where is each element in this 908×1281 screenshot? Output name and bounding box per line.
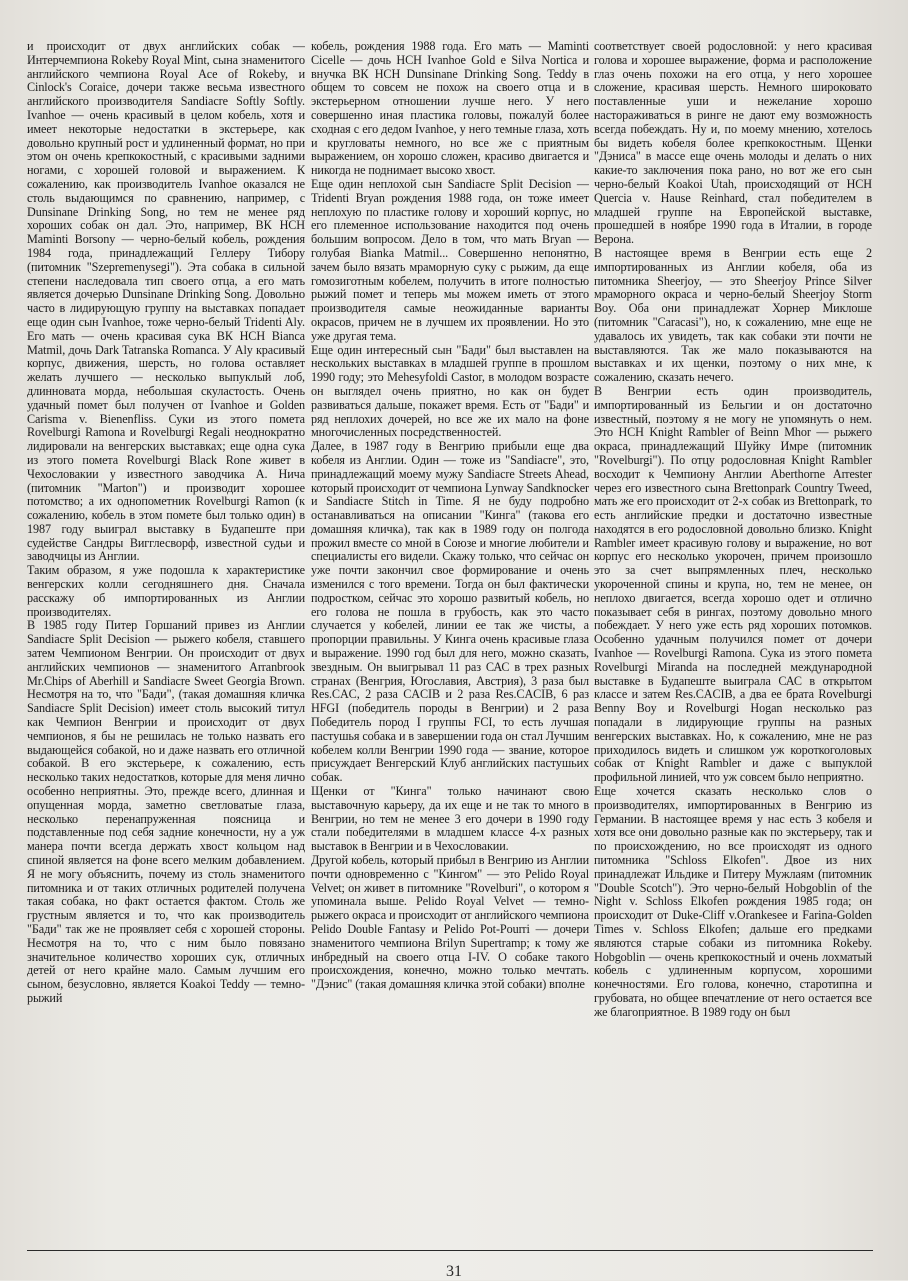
article-paragraph: Другой кобель, который прибыл в Венгрию из Англии почти одновременно с "Кингом" — это Pelido Royal Velvet; он живет в питомнике "Rovelburi", о котором я упоминала выше. Pelido Royal Velvet — темно-рыжего окраса и происходит от английского чемпиона Pelido Double Fantasy и Pelido Pot-Pourri — дочери знаменитого чемпиона Brilyn Supertramp; к тому же инбредный на своего отца I-IV. О собаке такого происхождения, конечно, можно только мечтать. "Дэнис" (такая домашняя кличка этой собаки) вполне: [311, 853, 589, 992]
text-column-middle: [311, 40, 589, 1236]
text-column-right: [594, 40, 872, 1236]
article-paragraph: Еще хочется сказать несколько слов о производителях, импортированных в Венгрию из Германии. В настоящее время у нас есть 3 кобеля и хотя все они довольно разные как по экстерьеру, так и по происхождению, но все происходят из одного питомника "Schloss Elkofen". Двое из них принадлежат Ильдике и Питеру Мужлаям (питомник "Double Scotch"). Это черно-белый Hobgoblin of the Night v. Schloss Elkofen рождения 1985 года; он происходит от Duke-Cliff v.Orankesee и Farina-Golden Times v. Schloss Elkofen; дальше его предками являются старые собаки из питомника Rokeby. Hobgoblin — очень крепкокостный и очень лохматый кобель с удлиненным корпусом, хорошими конечностями. Его голова, конечно, старотипна и грубовата, но общее впечатление от него остается все же благоприятное. В 1989 году он был: [594, 784, 872, 1019]
article-paragraph: Еще один неплохой сын Sandiacre Split Decision — Tridenti Bryan рождения 1988 года, он тоже имеет неплохую по пластике голову и хороший корпус, но его племенное использование находится под очень большим вопросом. Дело в том, что мать Bryan — голубая Bianka Matmil... Совершенно непонятно, зачем было вязать мраморную суку с рыжим, да еще гомозиготным кобелем, получить в итоге полностью рыжий помет и теперь мы можем иметь от этого производителя самые неожиданные варианты окрасов, причем не в лучшем их проявлении. Но это уже другая тема.: [311, 176, 589, 343]
article-paragraph: Далее, в 1987 году в Венгрию прибыли еще два кобеля из Англии. Один — тоже из "Sandiacre", это, принадлежащий моему мужу Sandiacre Streets Ahead, который происходит от чемпиона Lynway Sandknocker и Sandiacre Stitch in Time. Я не буду подробно останавливаться на описании "Кинга" (такова его домашняя кличка), так как в 1989 году он полгода прожил вместе со мной в Союзе и многие любители и специалисты его видели. Скажу только, что сейчас он уже почти закончил свое формирование и очень изменился с того времени. Тогда он был фактически подростком, сейчас это хорошо развитый кобель, но его голова не пошла в грубость, как это часто случается у кобелей, линии ее так же чисты, а пропорции правильны. У Кинга очень красивые глаза и выражение. 1990 год был для него, можно сказать, звездным. Он выигрывал 11 раз САС в трех разных странах (Венгрия, Югославия, Австрия), 3 раза был Res.CAC, 2 раза CACIB и 2 раза Res.CACIB, 6 раз HFGI (победитель породы в Венгрии) и 2 раза Победитель пород I группы FCI, то есть лучшая пастушья собака и в завершении года он стал Лучшим кобелем колли Венгрии 1990 года — звание, которое присуждает Венгерский Клуб английских пастушьих собак.: [311, 439, 589, 785]
article-paragraph: кобель, рождения 1988 года. Его мать — Maminti Cicelle — дочь НСН Ivanhoe Gold e Silva Nortica и внучка ВК НСН Dunsinane Drinking Song. Teddy в общем то совсем не похож на своего отца и в экстерьерном отношении лучше него. У него совершенно иная пластика головы, пожалуй более сходная с его дедом Ivanhoe, у него темные глаза, хоть и кругловаты немного, но все же с приятным выражением, он хорошо сложен, красиво двигается и никогда не поднимает высоко хвост.: [311, 40, 589, 178]
article-paragraph: Щенки от "Кинга" только начинают свою выставочную карьеру, да их еще и не так то много в Венгрии, но тем не менее 3 его дочери в 1990 году стали победителями в младшем классе 4-х разных выставок в Венгрии и в Чехословакии.: [311, 784, 589, 854]
footer-rule: [27, 1250, 873, 1251]
article-paragraph: В 1985 году Питер Горшаний привез из Англии Sandiacre Split Decision — рыжего кобеля, ставшего затем Чемпионом Венгрии. Он происходит от двух английских чемпионов — знаменитого Arranbrook Mr.Chips of Aberhill и Sandiacre Sweet Georgia Brown. Несмотря на то, что "Бади", (такая домашняя кличка Sandiacre Split Decision) имеет столь высокий титул как Чемпион Венгрии и происходит от двух чемпионов, я бы не решилась не только назвать его выдающейся собакой, но и даже назвать его отличной собакой. В его экстерьере, к сожалению, есть несколько таких недостатков, которые для меня лично особенно неприятны. Это, прежде всего, длинная и опущенная морда, заметно светловатые глаза, несколько перенапруженная поясница и подставленные под себя задние конечности, ну а уж манера почти всегда держать хвост кольцом над спиной является на фоне всего мелким добавлением. Я не могу объяснить, почему из столь знаменитого питомника и от таких отличных родителей получена такая собака, но факт остается фактом. Столь же грустным является и то, что как производитель "Бади" так же не проявляет себя с хорошей стороны. Несмотря на то, что с ним было повязано значительное количество хороших сук, отличных детей от него крайне мало. Самым лучшим его сыном, безусловно, является Koakoi Teddy — темно-рыжий: [27, 618, 305, 1005]
article-paragraph: В Венгрии есть один производитель, импортированный из Бельгии и он достаточно известный, поэтому я не могу не упомянуть о нем. Это НСН Knight Rambler of Beinn Mhor — рыжего окраса, принадлежащий Шуйку Имре (питомник "Rovelburgi"). По отцу родословная Knight Rambler восходит к Чемпиону Англии Aberthorne Arrester через его известного сына Brettonpark Country Tweed, мать же его происходит от 2-х собак из Brettonpark, то есть английские предки и достаточно известные находятся в его родословной довольно близко. Knight Rambler имеет красивую голову и выражение, но вот корпус его несколько укорочен, причем произошло это за счет выпрямленных плеч, несколько укороченной спины и крупа, но, тем не менее, он неплохо двигается, всегда хорошо одет и отлично показывает себя в рингах, поэтому довольно много побеждает. У него уже есть ряд хороших потомков. Особенно удачным получился помет от дочери Ivanhoe — Rovelburgi Ramona. Сука из этого помета Rovelburgi Miranda на последней международной выставке в Будапеште выиграла САС в открытом классе и затем Res.CACIB, а два ее брата Rovelburgi Benny Boy и Rovelburgi Hogan несколько раз попадали в лидирующие группы на разных венгерских выставках. Но, к сожалению, мне не раз приходилось видеть и слишком уж короткоголовых собак от Knight Rambler и даже с выпуклой профильной линией, что уж совсем было неприятно.: [594, 383, 872, 785]
article-paragraph: и происходит от двух английских собак — Интерчемпиона Rokeby Royal Mint, сына знаменитого английского чемпиона Royal Ace of Rokeby, и Cinlock's Coraice, дочери также весьма известного английского производителя Sandiacre Softly Softly. Ivanhoe — очень красивый в целом кобель, хотя и имеет некоторые недостатки в экстерьере, как довольно крупный рост и удлиненный формат, но при этом он очень крепкокостный, с красивыми задними ногами, с хорошей головой и выражением. К сожалению, как производитель Ivanhoe оказался не столь выдающимся по сравнению, например, с Dunsinane Drinking Song, но тем не менее ряд хороших собак он дал. Это, например, ВК НСН Maminti Borsony — черно-белый кобель, рождения 1984 года, принадлежащий Геллеру Тибору (питомник "Szepremenysegi"). Эта собака в сильной степени наследовала тип своего отца, а его мать является дочерью Dunsinane Drinking Song. Довольно часто в лидирующую группу на выставках попадает еще один сын Ivanhoe, тоже черно-белый Tridenti Aly. Его мать — очень красивая сука ВК НСН Bianca Matmil, дочь Dark Tatranska Romanca. У Aly красивый корпус, движения, шерсть, но голова оставляет желать лучшего — несколько выпуклый лоб, длинновата морда, небольшая скуластость. Очень удачный помет был получен от Ivanhoe и Golden Carisma v. Bienenfliss. Суки из этого помета Rovelburgi Ramona и Rovelburgi Regali неоднократно лидировали на венгерских выставках; еще одна сука из этого помета Rovelburgi Black Rone живет в Чехословакии у известного заводчика А. Нича (питомник "Marton") и производит хорошее потомство; а их однопометник Rovelburgi Ramon (к сожалению, кобель в этом помете был только один) в 1987 году выиграл выставку в Будапеште при судействе Сандры Вигглесворф, известной судьи и заводчицы из Англии.: [27, 40, 305, 564]
text-column-left: [27, 40, 305, 1236]
article-paragraph: Еще один интересный сын "Бади" был выставлен на нескольких выставках в младшей группе в прошлом 1990 году; это Mehesyfoldi Castor, в молодом возрасте он выглядел очень приятно, но как он будет развиваться дальше, покажет время. Есть от "Бади" и ряд неплохих дочерей, но все же их мало на фоне многочисленных посредственностей.: [311, 342, 589, 440]
page-number: 31: [446, 1263, 462, 1280]
article-paragraph: В настоящее время в Венгрии есть еще 2 импортированных из Англии кобеля, оба из питомника Sheerjoy, — это Sheerjoy Prince Silver мраморного окраса и черно-белый Sheerjoy Storm Boy. Оба они принадлежат Хорнер Миклоше (питомник "Caracasi"), но, к сожалению, мне еще не удавалось их увидеть, так как собаки эти почти не выставляются. Так же мало показываются на выставках и их щенки, поэтому о них мне, к сожалению, сказать нечего.: [594, 245, 872, 385]
article-paragraph: соответствует своей родословной: у него красивая голова и хорошее выражение, форма и расположение глаз очень похожи на его отца, у него хорошее сложение, красивая шерсть. Немного широковато поставленные уши и нежелание хорошо настораживаться в ринге не дают ему возможность всегда побеждать. Ну и, по моему мнению, хотелось бы видеть кобеля более крепкокостным. Щенки "Дэниса" в массе еще очень молоды и делать о них какие-то заключения пока рано, но вот же его сын черно-белый Koakoi Utah, происходящий от НСН Quercia v. Hause Reinhard, стал победителем в младшей группе на Европейской выставке, прошедшей в ноябре 1990 года в Италии, в городе Верона.: [594, 40, 872, 247]
article-paragraph: Таким образом, я уже подошла к характеристике венгерских колли сегодняшнего дня. Сначала расскажу об импортированных из Англии производителях.: [27, 563, 305, 619]
